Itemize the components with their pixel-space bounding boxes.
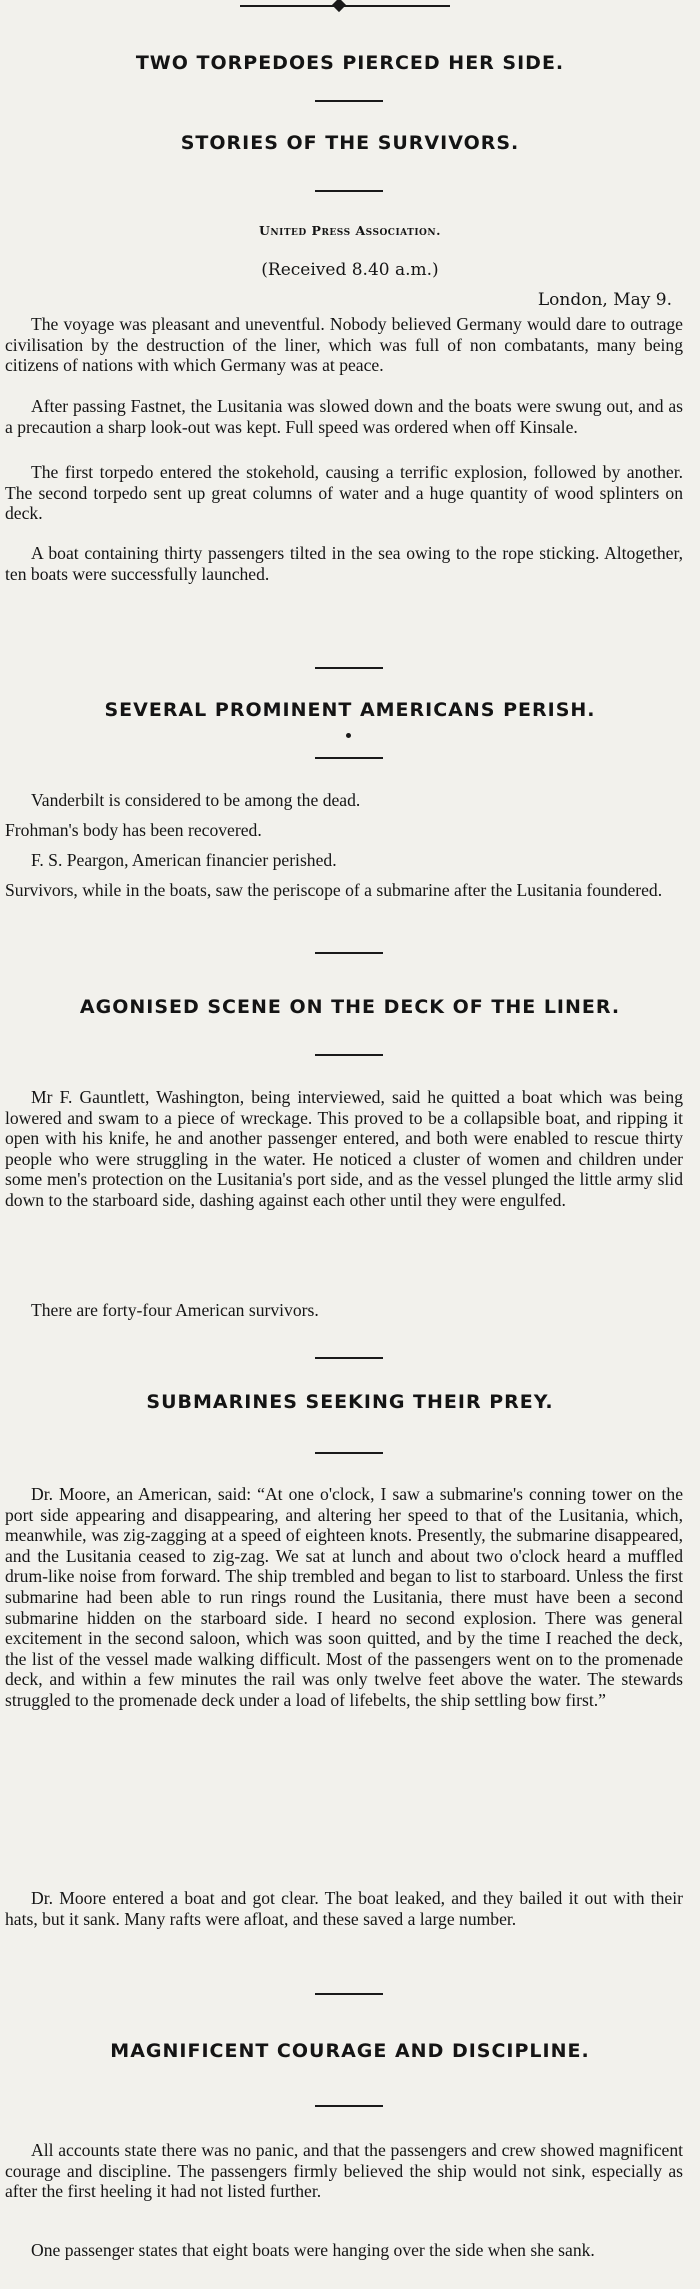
received-time: (Received 8.40 a.m.) xyxy=(261,260,439,280)
intro-paragraph: The first torpedo entered the stokehold, causing a terrific explosion, followed by another. The second torpedo sent up great columns of water and a huge quantity of wood splinters on deck. xyxy=(5,462,683,524)
section-paragraph: Dr. Moore entered a boat and got clear. The boat leaked, and they bailed it out with their hats, but it sank. Many rafts were afloat, and these saved a large number. xyxy=(5,1888,683,1929)
heading-divider xyxy=(315,757,383,759)
byline: United Press Association. xyxy=(259,223,441,238)
intro-paragraph: The voyage was pleasant and uneventful. Nobody believed Germany would dare to outrage civilisation by the destruction of the liner, which was full of non combatants, many being citizens of nations with which Germany was at peace. xyxy=(5,314,683,376)
heading-divider xyxy=(315,1054,383,1056)
section-divider xyxy=(315,1357,383,1359)
heading-divider xyxy=(315,2105,383,2107)
intro-paragraph: A boat containing thirty passengers tilted in the sea owing to the rope sticking. Altogether, ten boats were successfully launched. xyxy=(5,543,683,584)
section-heading: SUBMARINES SEEKING THEIR PREY. xyxy=(146,1391,554,1413)
subheading-divider xyxy=(315,190,383,192)
section-divider xyxy=(315,667,383,669)
dateline: London, May 9. xyxy=(537,290,672,310)
section-paragraph: Frohman's body has been recovered. xyxy=(5,820,262,840)
top-ornament-diamond xyxy=(332,0,346,12)
section-paragraph: Survivors, while in the boats, saw the periscope of a submarine after the Lusitania foundered. xyxy=(5,880,663,900)
heading-divider xyxy=(315,100,383,102)
section-paragraph: F. S. Peargon, American financier perished. xyxy=(31,850,337,870)
section-heading: MAGNIFICENT COURAGE AND DISCIPLINE. xyxy=(110,2040,590,2062)
ornament-dot xyxy=(346,733,351,738)
article-subheading: STORIES OF THE SURVIVORS. xyxy=(180,132,520,154)
section-paragraph: Vanderbilt is considered to be among the dead. xyxy=(31,790,361,810)
section-paragraph: One passenger states that eight boats were hanging over the side when she sank. xyxy=(31,2240,595,2260)
section-divider xyxy=(315,952,383,954)
section-paragraph: Mr F. Gauntlett, Washington, being interviewed, said he quitted a boat which was being lowered and swam to a piece of wreckage. This proved to be a collapsible boat, and ripping it open with his knife, he and another passenger entered, and both were enabled to rescue thirty people who were struggling in the water. He noticed a cluster of women and children under some men's protection on the Lusitania's port side, and as the vessel plunged the little army slid down to the starboard side, dashing against each other until they were engulfed. xyxy=(5,1087,683,1210)
heading-divider xyxy=(315,1452,383,1454)
section-divider xyxy=(315,1993,383,1995)
section-paragraph: There are forty-four American survivors. xyxy=(31,1300,319,1320)
article-heading: TWO TORPEDOES PIERCED HER SIDE. xyxy=(135,52,565,74)
intro-paragraph: After passing Fastnet, the Lusitania was slowed down and the boats were swung out, and as a precaution a sharp look-out was kept. Full speed was ordered when off Kinsale. xyxy=(5,396,683,437)
section-paragraph: All accounts state there was no panic, and that the passengers and crew showed magnificent courage and discipline. The passengers firmly believed the ship would not sink, especially as after the first heeling it had not listed further. xyxy=(5,2140,683,2202)
section-heading: AGONISED SCENE ON THE DECK OF THE LINER. xyxy=(79,996,621,1018)
section-paragraph: Dr. Moore, an American, said: “At one o'clock, I saw a submarine's conning tower on the port side appearing and disappearing, and altering her speed to that of the Lusitania, which, meanwhile, was zig-zagging at a speed of eighteen knots. Presently, the submarine disappeared, and the Lusitania ceased to zig-zag. We sat at lunch and about two o'clock heard a muffled drum-like noise from forward. The ship trembled and began to list to starboard. Unless the first submarine had been able to run rings round the Lusitania, there must have been a second submarine hidden on the starboard side. I heard no second explosion. There was general excitement in the second saloon, which was soon quitted, and by the time I reached the deck, the list of the vessel made walking difficult. Most of the passengers went on to the promenade deck, and within a few minutes the rail was only twelve feet above the water. The stewards struggled to the promenade deck under a load of lifebelts, the ship settling bow first.” xyxy=(5,1484,683,1710)
section-heading: SEVERAL PROMINENT AMERICANS PERISH. xyxy=(104,699,596,721)
